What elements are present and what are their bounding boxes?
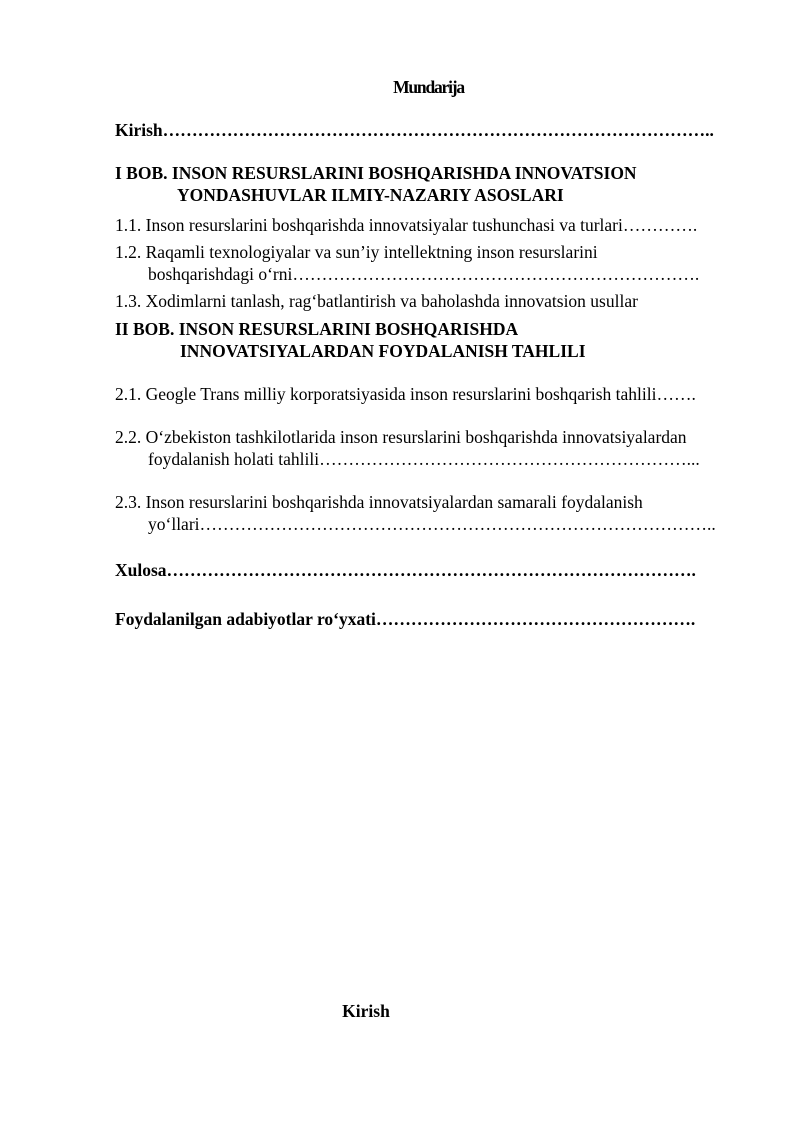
toc-entry-2-2-line-2: foydalanish holati tahlili………………………………………………………... [148,449,700,469]
toc-chapter-1-line-2: YONDASHUVLAR ILMIY-NAZARIY ASOSLARI [177,185,564,205]
toc-entry-2-1: 2.1. Geogle Trans milliy korporatsiyasida inson resurslarini boshqarish tahlili……. [115,384,696,404]
toc-entry-xulosa: Xulosa………………………………………………………………………………. [115,560,696,580]
toc-title: Mundarija [393,77,464,97]
toc-entry-2-3-line-2: yo‘llari…………………………………………………………………………….. [148,514,716,534]
toc-chapter-2-line-1: II BOB. INSON RESURSLARINI BOSHQARISHDA [115,319,519,339]
toc-entry-1-2-line-2: boshqarishdagi o‘rni……………………………………………………………. [148,264,700,284]
toc-chapter-1-line-1: I BOB. INSON RESURSLARINI BOSHQARISHDA INNOVATSION [115,163,637,183]
toc-entry-1-2-line-1: 1.2. Raqamli texnologiyalar va sun’iy intellektning inson resurslarini [115,242,598,262]
toc-entry-1-3: 1.3. Xodimlarni tanlash, rag‘batlantirish va baholashda innovatsion usullar [115,291,638,311]
toc-entry-2-2-line-1: 2.2. O‘zbekiston tashkilotlarida inson resurslarini boshqarishda innovatsiyalardan [115,427,687,447]
toc-entry-references: Foydalanilgan adabiyotlar ro‘yxati………………………………………………. [115,609,696,629]
section-heading-kirish: Kirish [342,1001,390,1021]
toc-chapter-2-line-2: INNOVATSIYALARDAN FOYDALANISH TAHLILI [180,341,586,361]
toc-entry-1-1: 1.1. Inson resurslarini boshqarishda innovatsiyalar tushunchasi va turlari…………. [115,215,698,235]
toc-entry-2-3-line-1: 2.3. Inson resurslarini boshqarishda innovatsiyalardan samarali foydalanish [115,492,643,512]
toc-entry-kirish: Kirish………………………………………………………………………………….. [115,120,714,140]
